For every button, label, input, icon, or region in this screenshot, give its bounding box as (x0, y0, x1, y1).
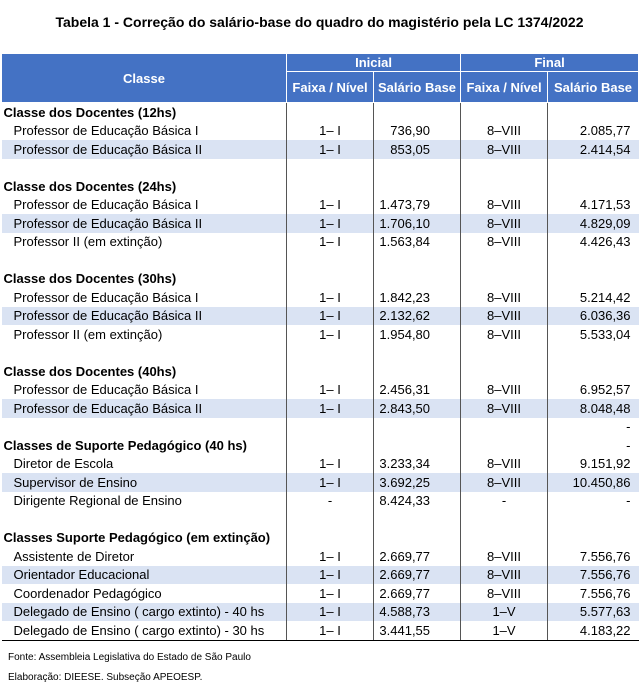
table-header (2, 54, 639, 103)
final-salary: 8.048,48 (548, 399, 639, 418)
category-label: Classe dos Docentes (30hs) (3, 271, 177, 287)
empty-cell (374, 529, 461, 548)
initial-salary: 1.706,10 (374, 214, 461, 233)
table-row (2, 473, 639, 492)
final-salary: 9.151,92 (548, 455, 639, 474)
empty-cell (374, 418, 461, 437)
final-salary: 5.577,63 (548, 603, 639, 622)
category-row (2, 529, 639, 548)
initial-salary: 8.424,33 (374, 492, 461, 511)
final-level: 8–VIII (461, 547, 548, 566)
empty-cell (548, 251, 639, 270)
table-row (2, 566, 639, 585)
initial-level: 1– I (287, 566, 374, 585)
position-label: Assistente de Diretor (13, 548, 135, 564)
empty-cell (374, 103, 461, 122)
empty-cell (461, 103, 548, 122)
spacer-row (2, 159, 639, 178)
final-level: 8–VIII (461, 473, 548, 492)
table-row (2, 196, 639, 215)
table-row (2, 140, 639, 159)
header-final-faixa: Faixa / Nível (461, 72, 548, 103)
position-label: Professor de Educação Básica I (13, 197, 199, 213)
empty-cell (461, 344, 548, 363)
empty-cell (287, 418, 374, 437)
final-salary: 4.171,53 (548, 196, 639, 215)
initial-level: 1– I (287, 140, 374, 159)
final-level: 1–V (461, 621, 548, 640)
final-level: - (461, 492, 548, 511)
final-level: 8–VIII (461, 233, 548, 252)
initial-salary: 736,90 (374, 122, 461, 141)
position-label: Professor de Educação Básica II (2, 307, 287, 326)
final-salary: - (548, 492, 639, 511)
final-level: 8–VIII (461, 455, 548, 474)
initial-level: 1– I (287, 196, 374, 215)
empty-cell (287, 510, 374, 529)
initial-level: 1– I (287, 399, 374, 418)
empty-cell (548, 344, 639, 363)
initial-salary: 2.456,31 (374, 381, 461, 400)
final-salary: 7.556,76 (548, 547, 639, 566)
empty-cell (374, 270, 461, 289)
credits-note: Elaboração: DIEESE. Subseção APEOESP. (8, 672, 203, 683)
initial-level: 1– I (287, 288, 374, 307)
salary-table (1, 53, 639, 641)
final-salary: 7.556,76 (548, 566, 639, 585)
table-row (2, 381, 639, 400)
category-row (2, 436, 639, 455)
position-label: Coordenador Pedagógico (13, 585, 162, 601)
final-salary: 4.829,09 (548, 214, 639, 233)
initial-salary: 3.441,55 (374, 621, 461, 640)
initial-level: 1– I (287, 307, 374, 326)
initial-salary: 853,05 (374, 140, 461, 159)
spacer-row (2, 251, 639, 270)
table-row (2, 233, 639, 252)
final-salary: 4.183,22 (548, 621, 639, 640)
empty-cell (287, 529, 374, 548)
empty-cell (374, 436, 461, 455)
empty-cell (461, 177, 548, 196)
final-salary: 5.214,42 (548, 288, 639, 307)
empty-cell (287, 436, 374, 455)
empty-cell (374, 510, 461, 529)
empty-cell (461, 436, 548, 455)
empty-cell (287, 159, 374, 178)
final-salary: 6.952,57 (548, 381, 639, 400)
final-level: 8–VIII (461, 584, 548, 603)
position-label: Orientador Educacional (2, 566, 287, 585)
initial-level: 1– I (287, 381, 374, 400)
empty-cell (548, 510, 639, 529)
table-row (2, 307, 639, 326)
initial-salary: 1.563,84 (374, 233, 461, 252)
position-label: Delegado de Ensino ( cargo extinto) - 30 hs (2, 621, 287, 640)
table-row (2, 455, 639, 474)
position-label: Delegado de Ensino ( cargo extinto) - 40 hs (2, 603, 287, 622)
empty-cell (461, 270, 548, 289)
empty-cell (461, 251, 548, 270)
empty-cell (2, 344, 287, 363)
table-title: Tabela 1 - Correção do salário-base do quadro do magistério pela LC 1374/2022 (55, 14, 584, 30)
empty-cell (374, 362, 461, 381)
table-row (2, 547, 639, 566)
category-row (2, 177, 639, 196)
empty-cell (461, 418, 548, 437)
initial-level: 1– I (287, 233, 374, 252)
initial-level: 1– I (287, 584, 374, 603)
table-body (2, 103, 639, 641)
position-label: Professor de Educação Básica I (13, 123, 199, 139)
initial-level: - (287, 492, 374, 511)
final-salary (548, 270, 639, 289)
category-label: Classes Suporte Pedagógico (em extinção) (3, 530, 271, 546)
category-label: Classe dos Docentes (24hs) (3, 178, 177, 194)
empty-cell (287, 251, 374, 270)
initial-level: 1– I (287, 325, 374, 344)
final-salary (548, 362, 639, 381)
position-label: Professor de Educação Básica II (2, 140, 287, 159)
initial-level: 1– I (287, 621, 374, 640)
empty-cell (374, 159, 461, 178)
empty-cell (461, 529, 548, 548)
final-salary (548, 177, 639, 196)
final-salary: 6.036,36 (548, 307, 639, 326)
header-final-salario: Salário Base (548, 72, 639, 103)
empty-cell (287, 344, 374, 363)
position-label: Professor de Educação Básica II (2, 214, 287, 233)
source-note: Fonte: Assembleia Legislativa do Estado de São Paulo (8, 652, 251, 663)
initial-level: 1– I (287, 214, 374, 233)
position-label: Dirigente Regional de Ensino (13, 493, 182, 509)
table-row (2, 325, 639, 344)
initial-level: 1– I (287, 473, 374, 492)
initial-salary: 2.669,77 (374, 584, 461, 603)
final-level: 8–VIII (461, 381, 548, 400)
category-row (2, 103, 639, 122)
initial-level: 1– I (287, 547, 374, 566)
final-salary: 2.414,54 (548, 140, 639, 159)
initial-level: 1– I (287, 122, 374, 141)
initial-salary: 2.669,77 (374, 547, 461, 566)
final-level: 8–VIII (461, 288, 548, 307)
final-level: 8–VIII (461, 566, 548, 585)
empty-cell (287, 103, 374, 122)
table-row (2, 584, 639, 603)
final-salary (548, 103, 639, 122)
empty-cell (287, 362, 374, 381)
initial-salary: 2.843,50 (374, 399, 461, 418)
empty-cell (374, 251, 461, 270)
initial-salary: 2.132,62 (374, 307, 461, 326)
final-level: 1–V (461, 603, 548, 622)
final-salary: 7.556,76 (548, 584, 639, 603)
empty-cell (287, 177, 374, 196)
table-row (2, 399, 639, 418)
empty-cell (2, 418, 287, 437)
initial-salary: 1.473,79 (374, 196, 461, 215)
empty-cell (2, 159, 287, 178)
header-inicial: Inicial (287, 54, 461, 72)
table-row (2, 122, 639, 141)
table-row (2, 621, 639, 640)
spacer-row (2, 418, 639, 437)
final-level: 8–VIII (461, 307, 548, 326)
final-salary: 10.450,86 (548, 473, 639, 492)
initial-salary: 1.842,23 (374, 288, 461, 307)
final-level: 8–VIII (461, 399, 548, 418)
final-level: 8–VIII (461, 122, 548, 141)
initial-salary: 1.954,80 (374, 325, 461, 344)
final-salary: - (548, 436, 639, 455)
empty-cell (461, 510, 548, 529)
header-final: Final (461, 54, 639, 72)
initial-level: 1– I (287, 603, 374, 622)
category-row (2, 362, 639, 381)
empty-cell (374, 177, 461, 196)
category-label: Classe dos Docentes (12hs) (3, 104, 177, 120)
initial-salary: 3.233,34 (374, 455, 461, 474)
category-label: Classes de Suporte Pedagógico (40 hs) (3, 437, 247, 453)
position-label: Professor II (em extinção) (13, 326, 163, 342)
final-salary: 2.085,77 (548, 122, 639, 141)
empty-cell (2, 251, 287, 270)
table-row (2, 492, 639, 511)
initial-level: 1– I (287, 455, 374, 474)
category-row (2, 270, 639, 289)
final-salary (548, 529, 639, 548)
empty-cell (374, 344, 461, 363)
empty-cell (461, 362, 548, 381)
final-level: 8–VIII (461, 196, 548, 215)
position-label: Supervisor de Ensino (2, 473, 287, 492)
header-inicial-salario: Salário Base (374, 72, 461, 103)
header-inicial-faixa: Faixa / Nível (287, 72, 374, 103)
initial-salary: 4.588,73 (374, 603, 461, 622)
empty-cell (461, 159, 548, 178)
empty-cell (2, 510, 287, 529)
position-label: Professor de Educação Básica II (2, 399, 287, 418)
empty-cell (287, 270, 374, 289)
final-level: 8–VIII (461, 214, 548, 233)
position-label: Professor de Educação Básica I (13, 289, 199, 305)
table-row (2, 603, 639, 622)
position-label: Professor II (em extinção) (13, 234, 163, 250)
initial-salary: 2.669,77 (374, 566, 461, 585)
final-salary: 4.426,43 (548, 233, 639, 252)
spacer-row (2, 510, 639, 529)
final-salary: - (548, 418, 639, 437)
spacer-row (2, 344, 639, 363)
empty-cell (548, 159, 639, 178)
final-salary: 5.533,04 (548, 325, 639, 344)
initial-salary: 3.692,25 (374, 473, 461, 492)
category-label: Classe dos Docentes (40hs) (3, 363, 177, 379)
position-label: Professor de Educação Básica I (13, 382, 199, 398)
table-row (2, 214, 639, 233)
final-level: 8–VIII (461, 140, 548, 159)
position-label: Diretor de Escola (13, 456, 114, 472)
final-level: 8–VIII (461, 325, 548, 344)
header-classe: Classe (2, 54, 287, 103)
table-row (2, 288, 639, 307)
